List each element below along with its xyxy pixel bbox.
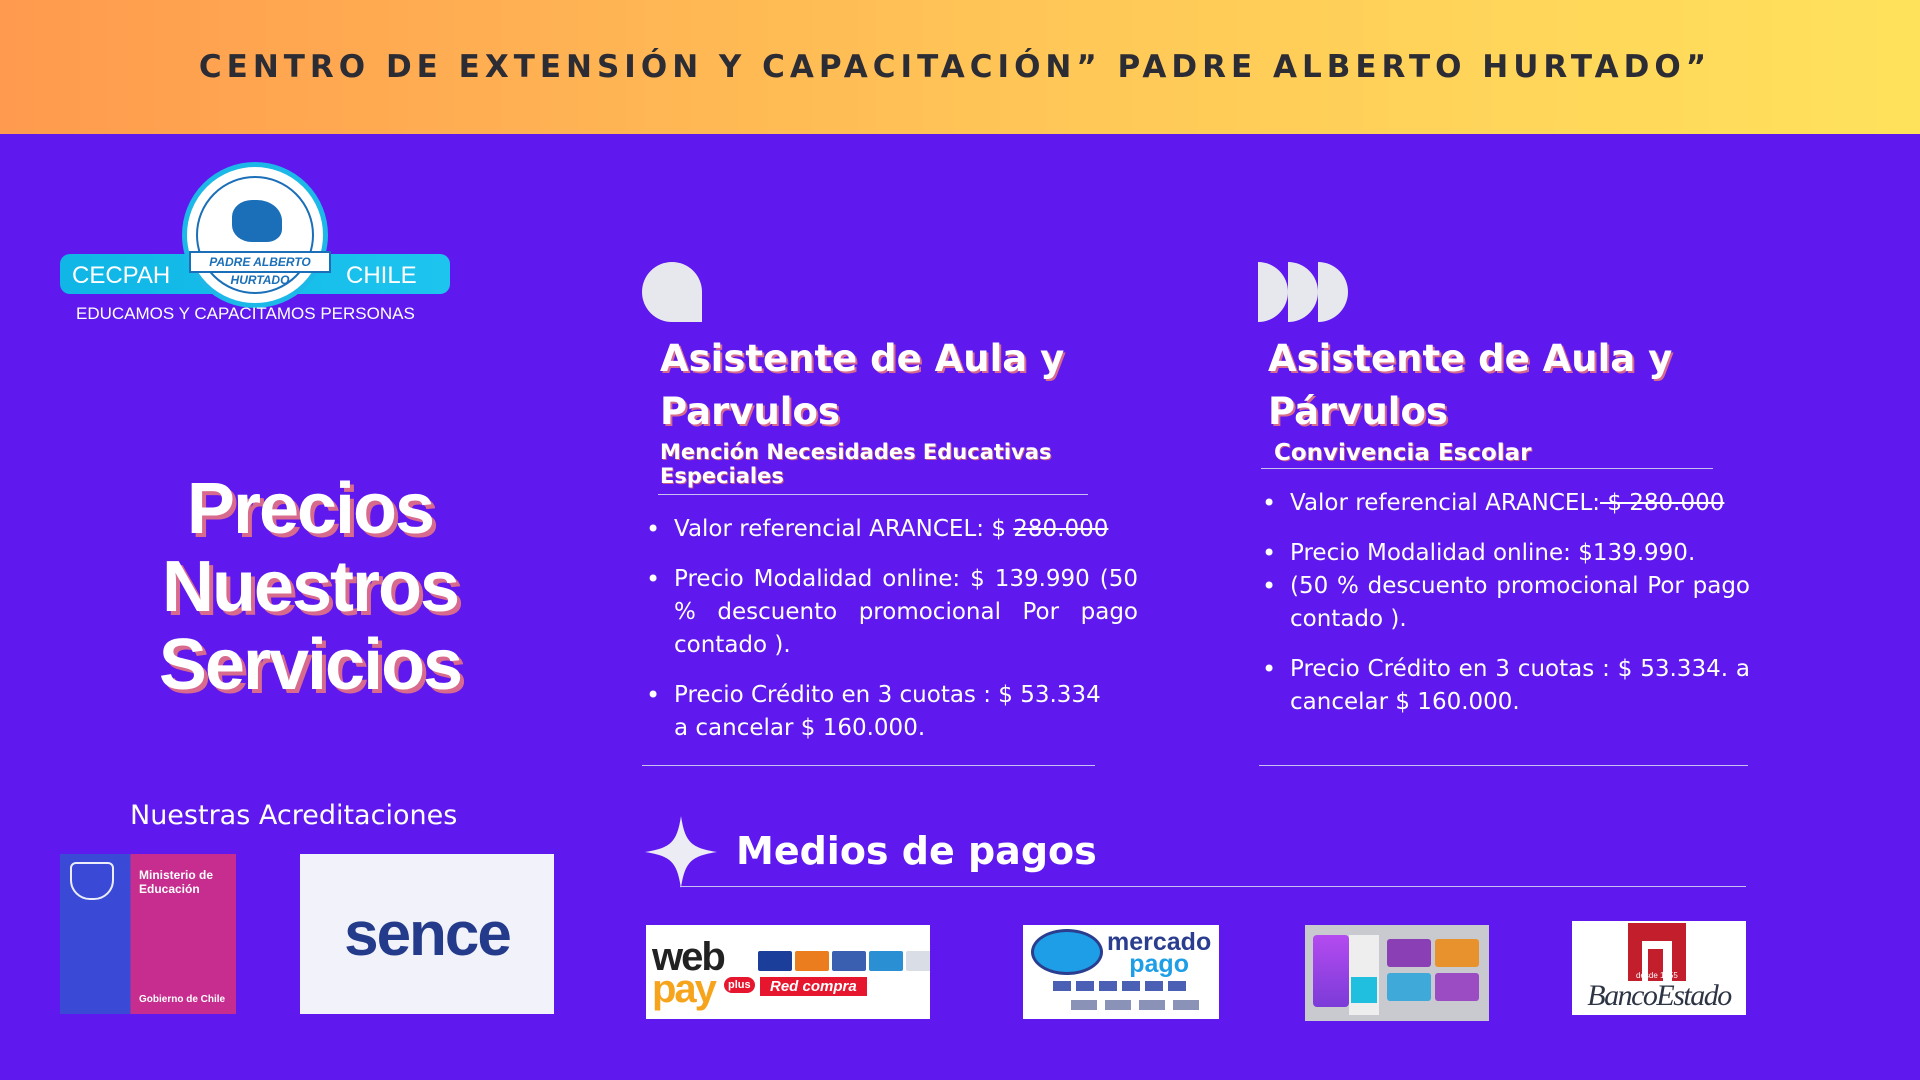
mineduc-logo bbox=[60, 854, 236, 1014]
card-icon bbox=[1076, 981, 1094, 991]
bancoestado-logo bbox=[1572, 921, 1746, 1015]
price-ref-item bbox=[642, 513, 1138, 546]
page-title-line3: Servicios bbox=[158, 625, 462, 705]
logo-tagline: EDUCAMOS Y CAPACITAMOS PERSONAS bbox=[76, 304, 415, 323]
diners-icon bbox=[906, 951, 930, 971]
course-card-convivencia bbox=[1258, 262, 1768, 719]
page-title-line2: Nuestros bbox=[161, 547, 459, 627]
card-icon bbox=[1105, 1000, 1131, 1010]
handshake-icon bbox=[1031, 929, 1103, 975]
course-subtitle: Convivencia Escolar bbox=[1274, 440, 1532, 466]
mastercard-icon bbox=[795, 951, 829, 971]
logo-right-text: CHILE bbox=[346, 262, 417, 289]
digital-wallets-logo bbox=[1305, 925, 1489, 1021]
webpay-plus-badge: plus bbox=[724, 977, 755, 993]
mercadopago-line2: pago bbox=[1129, 950, 1189, 978]
price-list bbox=[1258, 487, 1768, 719]
mineduc-footer: Gobierno de Chile bbox=[139, 994, 226, 1005]
course-title-line1: Asistente de Aula y bbox=[660, 337, 1065, 380]
card-brands bbox=[1053, 981, 1186, 991]
magna-icon bbox=[832, 951, 866, 971]
card-brands bbox=[758, 951, 930, 971]
webpay-wordmark bbox=[652, 935, 724, 1011]
redcompra-badge: Red compra bbox=[760, 977, 867, 996]
triple-arrow-shape-icon bbox=[1258, 262, 1768, 322]
shape-part bbox=[1318, 262, 1348, 322]
logo-emblem bbox=[182, 162, 328, 308]
price-ref-label: Valor referencial ARANCEL: bbox=[1290, 490, 1601, 516]
online-price-item: • Precio Modalidad online: $ 139.990 (50 % descuento promocional Por pago contado ). bbox=[642, 563, 1138, 662]
mercadopago-logo bbox=[1023, 925, 1219, 1019]
mineduc-title-line1: Ministerio de bbox=[139, 868, 214, 882]
amex-icon bbox=[869, 951, 903, 971]
accreditations-label: Nuestras Acreditaciones bbox=[130, 800, 458, 831]
webpay-pay-text: pay bbox=[652, 967, 715, 1011]
credit-price-item: • Precio Crédito en 3 cuotas : $ 53.334. a cancelar $ 160.000. bbox=[1258, 653, 1750, 719]
card-icon bbox=[1387, 939, 1431, 967]
mercadopago-line1: mercado bbox=[1107, 928, 1212, 956]
logo-band bbox=[189, 251, 331, 287]
webpay-web-text: web bbox=[652, 935, 724, 979]
bancoestado-wordmark: BancoEstado bbox=[1587, 979, 1731, 1012]
card-icon bbox=[1053, 981, 1071, 991]
divider bbox=[680, 886, 1746, 887]
sence-wordmark: sence bbox=[344, 899, 510, 969]
cecpah-logo bbox=[60, 162, 452, 322]
card-icon bbox=[1145, 981, 1163, 991]
price-ref-value: 280.000 bbox=[1013, 516, 1109, 542]
mach-phone-icon bbox=[1313, 935, 1349, 1007]
discount-item: • (50 % descuento promocional Por pago contado ). bbox=[1258, 570, 1750, 636]
shape-part bbox=[1288, 262, 1318, 322]
page-title bbox=[100, 470, 520, 704]
leaf-shape-icon bbox=[642, 262, 702, 322]
card-icon bbox=[1139, 1000, 1165, 1010]
card-icon bbox=[1168, 981, 1186, 991]
webpay-logo bbox=[646, 925, 930, 1019]
credit-price-item: • Precio Crédito en 3 cuotas : $ 53.334 a cancelar $ 160.000. bbox=[642, 679, 1122, 745]
card-icon bbox=[1435, 973, 1479, 1001]
course-title bbox=[660, 332, 1152, 438]
logo-band-text: PADRE ALBERTO HURTADO bbox=[209, 255, 311, 287]
price-ref-label: Valor referencial ARANCEL: $ bbox=[674, 516, 1014, 542]
header-title: CENTRO DE EXTENSIÓN Y CAPACITACIÓN” PADRE ALBERTO HURTADO” bbox=[198, 49, 1712, 85]
header-bar bbox=[0, 0, 1920, 134]
course-title-line2: Párvulos bbox=[1268, 390, 1448, 433]
course-subtitle: Mención Necesidades Educativas Especiales bbox=[660, 440, 1052, 488]
visa-icon bbox=[758, 951, 792, 971]
page-title-line1: Precios bbox=[186, 469, 434, 549]
sence-logo bbox=[300, 854, 554, 1014]
price-ref-value: $ 280.000 bbox=[1600, 490, 1725, 516]
logo-figure-icon bbox=[232, 200, 282, 242]
card-icon bbox=[1173, 1000, 1199, 1010]
price-list bbox=[642, 513, 1152, 745]
payments-title: Medios de pagos bbox=[736, 829, 1097, 873]
price-ref-item bbox=[1258, 487, 1750, 520]
course-title bbox=[1268, 332, 1768, 438]
online-price-item: • Precio Modalidad online: $139.990. bbox=[1258, 537, 1750, 570]
mercadopago-wordmark bbox=[1107, 928, 1212, 978]
shape-part bbox=[1258, 262, 1288, 322]
course-title-line1: Asistente de Aula y bbox=[1268, 337, 1673, 380]
tapp-icon bbox=[1351, 977, 1377, 1003]
divider bbox=[642, 765, 1095, 766]
card-icon bbox=[1435, 939, 1479, 967]
logo-left-text: CECPAH bbox=[72, 262, 171, 289]
card-icon bbox=[1122, 981, 1140, 991]
divider bbox=[1261, 468, 1713, 469]
divider bbox=[658, 494, 1088, 495]
card-brands bbox=[1071, 1000, 1199, 1010]
mineduc-title-line2: Educación bbox=[139, 882, 200, 896]
chile-crest-icon bbox=[70, 862, 114, 900]
tenpo-phone-icon bbox=[1349, 935, 1379, 1015]
card-icon bbox=[1099, 981, 1117, 991]
mineduc-title bbox=[139, 868, 213, 896]
sparkle-icon bbox=[645, 816, 717, 888]
course-title-line2: Parvulos bbox=[660, 390, 840, 433]
course-card-nee bbox=[642, 262, 1152, 745]
card-icon bbox=[1071, 1000, 1097, 1010]
card-icon bbox=[1387, 973, 1431, 1001]
divider bbox=[1259, 765, 1748, 766]
bancoestado-since: desde 1855 bbox=[1636, 971, 1678, 980]
